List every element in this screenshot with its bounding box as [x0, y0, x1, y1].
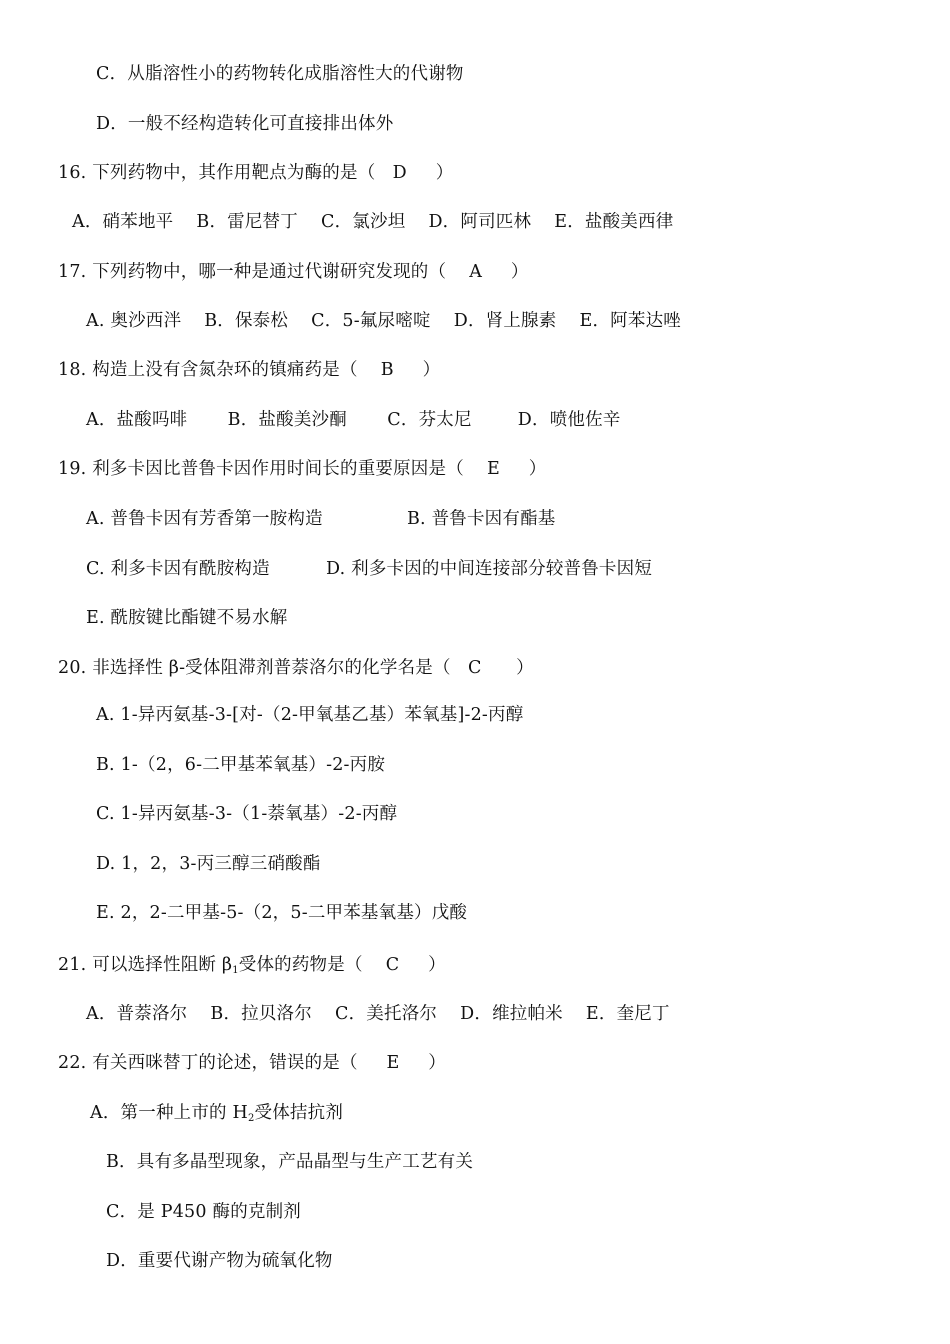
question-17-options: A. 奥沙西泮 B．保泰松 C．5-氟尿嘧啶 D．肾上腺素 E．阿苯达唑 — [86, 311, 681, 331]
question-22-option-c: C．是 P450 酶的克制剂 — [106, 1202, 301, 1222]
question-21-text-end: 受体的药物是（ C ） — [238, 955, 446, 975]
question-16: 16. 下列药物中，其作用靶点为酶的是（ D ） — [58, 163, 454, 183]
question-18: 18. 构造上没有含氮杂环的镇痛药是（ B ） — [58, 360, 441, 380]
question-19-option-c: C. 利多卡因有酰胺构造 — [86, 559, 270, 579]
question-19-option-a: A. 普鲁卡因有芳香第一胺构造 — [86, 509, 323, 529]
question-16-options: A．硝苯地平 B．雷尼替丁 C．氯沙坦 D．阿司匹林 E．盐酸美西律 — [72, 212, 674, 232]
option-c-prev: C．从脂溶性小的药物转化成脂溶性大的代谢物 — [96, 64, 464, 84]
question-19-option-d: D. 利多卡因的中间连接部分较普鲁卡因短 — [326, 559, 653, 579]
question-22-option-a — [90, 1101, 343, 1125]
question-20-option-d: D. 1，2，3-丙三醇三硝酸酯 — [96, 854, 321, 874]
question-19-option-e: E. 酰胺键比酯键不易水解 — [86, 608, 288, 628]
question-20-option-a: A. 1-异丙氨基-3-[对-（2-甲氧基乙基）苯氧基]-2-丙醇 — [96, 705, 524, 725]
question-22-option-a-subscript: 2 — [247, 1113, 255, 1124]
question-22-option-a-start: A．第一种上市的 H — [90, 1103, 248, 1123]
question-17: 17. 下列药物中，哪一种是通过代谢研究发现的（ A ） — [58, 262, 529, 282]
question-22-option-a-end: 受体拮抗剂 — [254, 1103, 344, 1123]
question-21-subscript: 1 — [232, 965, 239, 976]
question-20: 20. 非选择性 β-受体阻滞剂普萘洛尔的化学名是（ C ） — [58, 658, 534, 678]
question-21-options: A．普萘洛尔 B．拉贝洛尔 C．美托洛尔 D．维拉帕米 E．奎尼丁 — [86, 1004, 670, 1024]
question-22-option-d: D．重要代谢产物为硫氧化物 — [106, 1251, 333, 1271]
question-22: 22. 有关西咪替丁的论述，错误的是（ E ） — [58, 1053, 446, 1073]
question-20-option-e: E. 2，2-二甲基-5-（2，5-二甲苯基氧基）戊酸 — [96, 903, 468, 923]
question-20-option-c: C. 1-异丙氨基-3-（1-萘氧基）-2-丙醇 — [96, 804, 398, 824]
question-21 — [58, 953, 446, 977]
question-19: 19. 利多卡因比普鲁卡因作用时间长的重要原因是（ E ） — [58, 459, 547, 479]
question-20-option-b: B. 1-（2，6-二甲基苯氧基）-2-丙胺 — [96, 755, 386, 775]
option-d-prev: D．一般不经构造转化可直接排出体外 — [96, 114, 394, 134]
question-18-options: A．盐酸吗啡 B．盐酸美沙酮 C．芬太尼 D．喷他佐辛 — [86, 410, 621, 430]
question-19-option-b: B. 普鲁卡因有酯基 — [407, 509, 556, 529]
question-21-text-start: 21. 可以选择性阻断 β — [58, 955, 233, 975]
question-22-option-b: B．具有多晶型现象，产品晶型与生产工艺有关 — [106, 1152, 474, 1172]
